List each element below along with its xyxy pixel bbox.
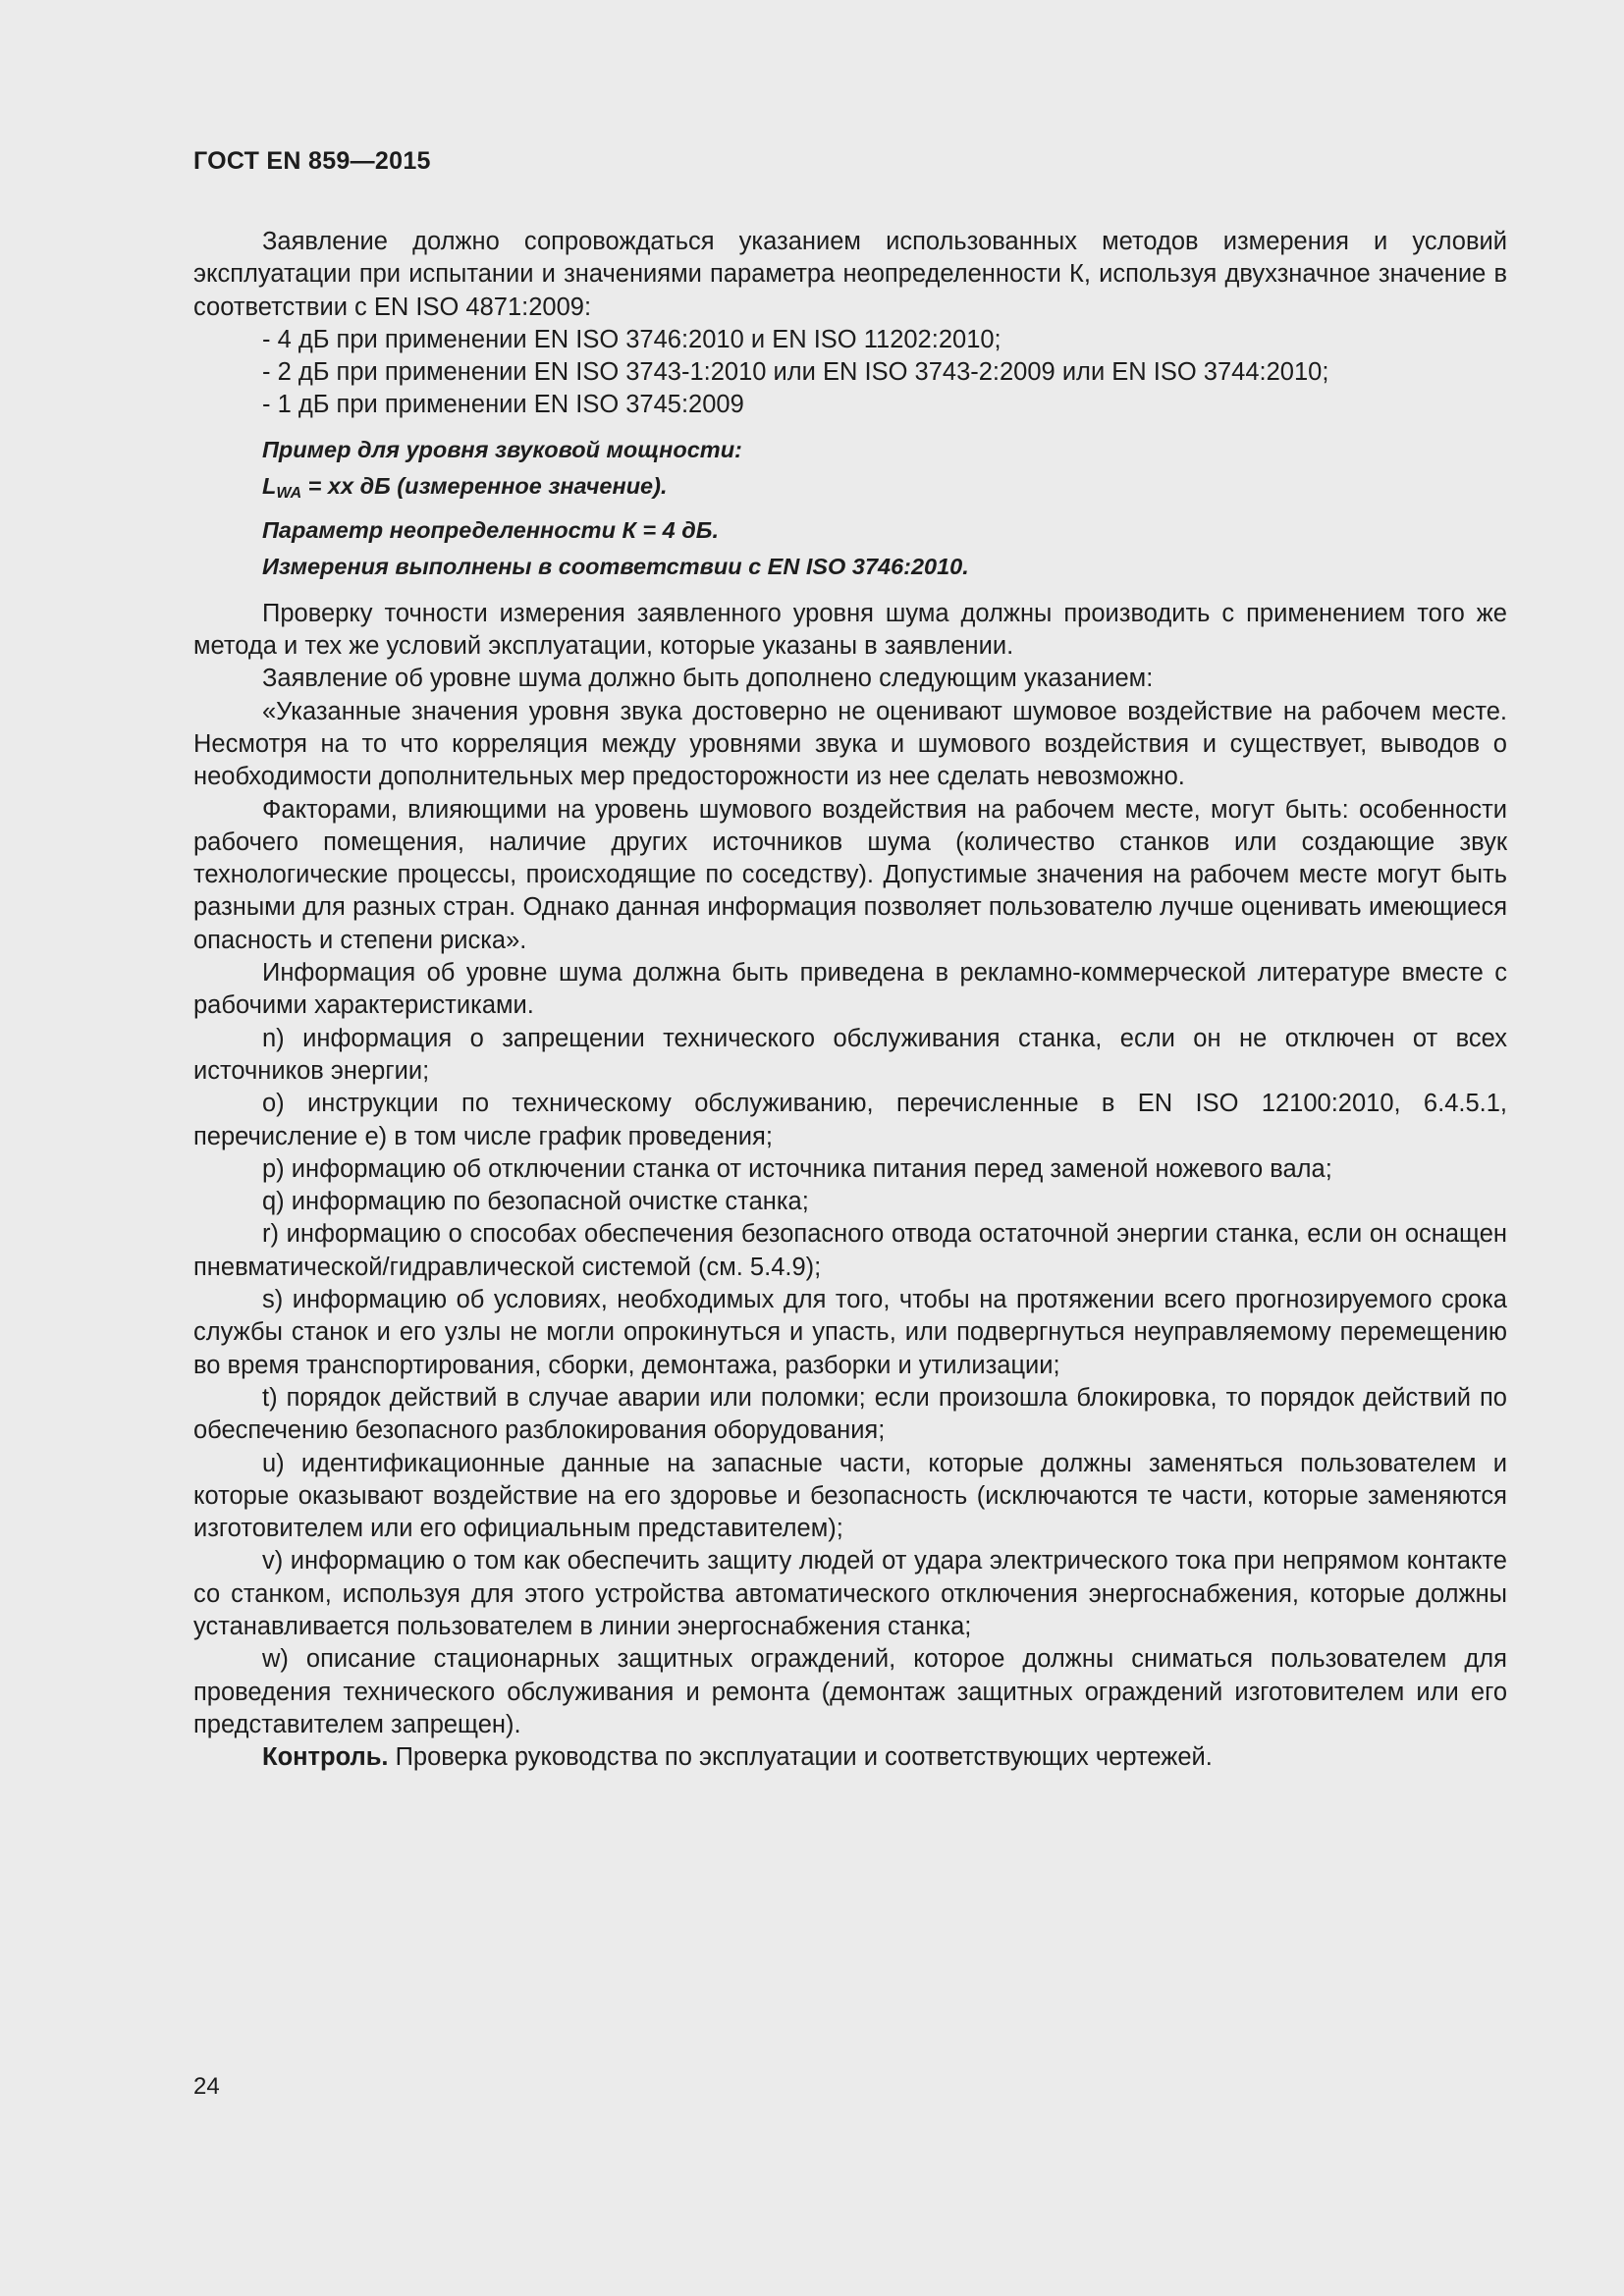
example-block [262, 432, 1507, 586]
document-body [193, 226, 1507, 1774]
dash-item-1: - 4 дБ при применении EN ISO 3746:2010 и EN ISO 11202:2010; [262, 325, 1001, 353]
control-paragraph [193, 1741, 1507, 1774]
example-lwa-line [262, 468, 1507, 512]
list-item-s: s) информацию об условиях, необходимых для того, чтобы на протяжении всего прогнозируемого срока службы станок и его узлы не могли опрокинуться и упасть, или подвергнуться неуправляемому перемещению во время транспортирования, сборки, демонтажа, разборки и утилизации; [193, 1286, 1507, 1379]
control-label: Контроль. [262, 1743, 389, 1772]
list-item-n: n) информация о запрещении технического обслуживания станка, если он не отключен от всех источников энергии; [193, 1024, 1507, 1085]
example-measured: Измерения выполнены в соответствии с EN ISO 3746:2010. [262, 554, 969, 580]
document-header: ГОСТ EN 859—2015 [193, 147, 431, 175]
supplement-paragraph: Заявление об уровне шума должно быть дополнено следующим указанием: [262, 665, 1154, 693]
list-item-o: o) инструкции по техническому обслуживанию, перечисленные в EN ISO 12100:2010, 6.4.5.1, перечисление e) в том числе график проведения; [193, 1090, 1507, 1150]
list-item-w: w) описание стационарных защитных ограждений, которое должны сниматься пользователем для проведения технического обслуживания и ремонта (демонтаж защитных ограждений изготовителем или его представителем запрещен). [193, 1645, 1507, 1738]
list-item-q: q) информацию по безопасной очистке станка; [262, 1188, 809, 1216]
dash-item-2: - 2 дБ при применении EN ISO 3743-1:2010 или EN ISO 3743-2:2009 или EN ISO 3744:2010; [262, 358, 1329, 387]
lwa-value: = хх дБ (измеренное значение). [301, 473, 668, 500]
page-number: 24 [193, 2073, 220, 2100]
list-item-t: t) порядок действий в случае аварии или поломки; если произошла блокировка, то порядок действий по обеспечению безопасного разблокирования оборудования; [193, 1383, 1507, 1445]
intro-paragraph: Заявление должно сопровождаться указанием использованных методов измерения и условий эксплуатации при испытании и значениями параметра неопределенности К, используя двухзначное значение в соответствии с EN ISO 4871:2009: [193, 228, 1507, 321]
lwa-letter: L [262, 473, 277, 500]
list-item-v: v) информацию о том как обеспечить защиту людей от удара электрического тока при непрямом контакте со станком, используя для этого устройства автоматического отключения энергоснабжения, которые должны устанавливается пользователем в линии энергоснабжения станка; [193, 1547, 1507, 1640]
quote-paragraph: «Указанные значения уровня звука достоверно не оценивают шумовое воздействие на рабочем месте. Несмотря на то что корреляция между уровнями звука и шумового воздействия и существует, выводов о необходимости дополнительных мер предосторожности из нее сделать невозможно. [193, 697, 1507, 791]
check-paragraph: Проверку точности измерения заявленного уровня шума должны производить с применением того же метода и тех же условий эксплуатации, которые указаны в заявлении. [193, 599, 1507, 661]
example-title: Пример для уровня звуковой мощности: [262, 436, 742, 462]
example-uncertainty: Параметр неопределенности К = 4 дБ. [262, 516, 719, 543]
lwa-subscript: WA [276, 485, 302, 503]
list-item-r: r) информацию о способах обеспечения безопасного отвода остаточной энергии станка, если он оснащен пневматической/гидравлической системой (см. 5.4.9); [193, 1220, 1507, 1281]
info-paragraph: Информация об уровне шума должна быть приведена в рекламно-коммерческой литературе вместе с рабочими характеристиками. [193, 959, 1507, 1020]
list-item-u: u) идентификационные данные на запасные части, которые должны заменяться пользователем и которые оказывают воздействие на его здоровье и безопасность (исключаются те части, которые заменяются изготовителем или его официальным представителем); [193, 1449, 1507, 1543]
factors-paragraph: Факторами, влияющими на уровень шумового воздействия на рабочем месте, могут быть: особенности рабочего помещения, наличие других источников шума (количество станков или создающие звук технологические процессы, происходящие по соседству). Допустимые значения на рабочем месте могут быть разными для разных стран. Однако данная информация позволяет пользователю лучше оценивать имеющиеся опасность и степени риска». [193, 795, 1507, 954]
dash-item-3: - 1 дБ при применении EN ISO 3745:2009 [262, 391, 744, 419]
control-text: Проверка руководства по эксплуатации и соответствующих чертежей. [388, 1743, 1213, 1772]
list-item-p: p) информацию об отключении станка от источника питания перед заменой ножевого вала; [262, 1154, 1332, 1183]
